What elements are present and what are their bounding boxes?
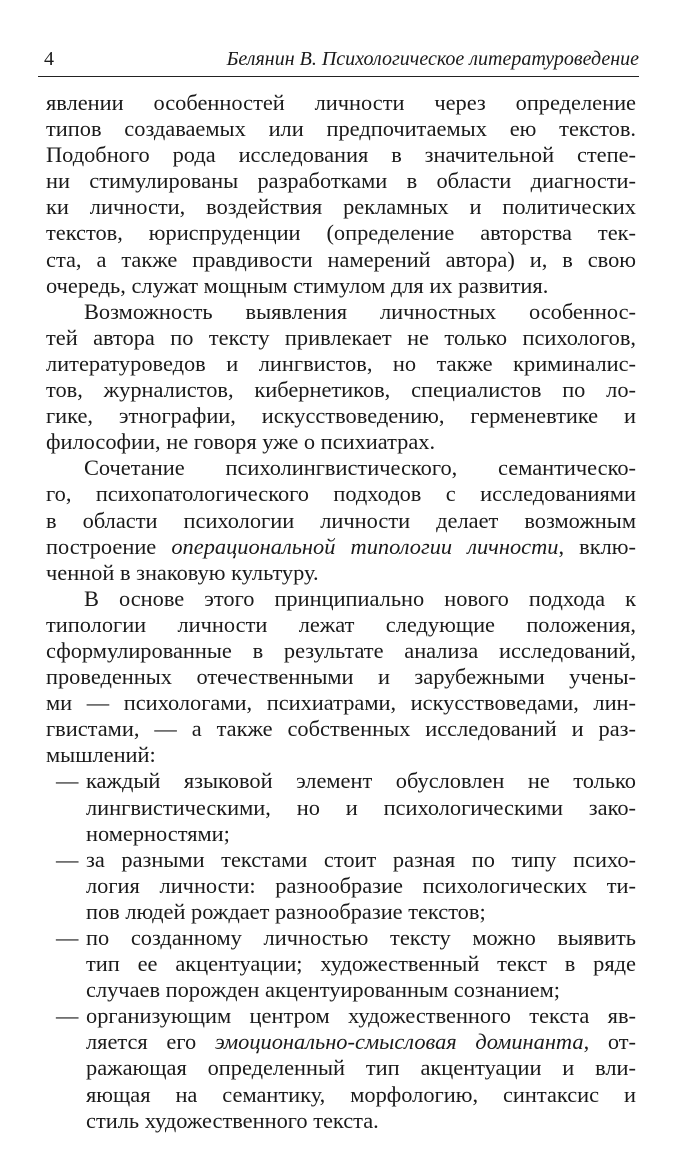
text-line: ченной в знаковую культуру.	[46, 559, 319, 585]
text-line: организующим центром художественного текста яв-	[86, 1003, 636, 1029]
paragraph-4	[46, 586, 636, 769]
list-item	[46, 768, 636, 846]
running-header	[38, 44, 639, 77]
text-line: случаев порожден акцентуированным сознанием;	[86, 977, 560, 1003]
text-line: логия личности: разнообразие психологических ти-	[86, 872, 636, 898]
list-item	[46, 847, 636, 925]
text-line: в области психологии личности делает возможным	[46, 507, 636, 533]
text-line: гвистами, — а также собственных исследований и раз-	[46, 716, 636, 742]
text-line: лингвистическими, но и психологическими зако-	[86, 794, 636, 820]
text-line: каждый языковой элемент обусловлен не только	[86, 768, 636, 794]
text-line: философии, не говоря уже о психиатрах.	[46, 429, 436, 455]
text-line: го, психопатологического подходов с исследованиями	[46, 481, 636, 507]
page-number: 4	[44, 48, 54, 70]
text-line: пов людей рождает разнообразие текстов;	[86, 898, 486, 924]
text-line: мышлений:	[46, 742, 156, 768]
text-line	[46, 534, 636, 560]
text-line: проведенных отечественными и зарубежными учены-	[46, 664, 636, 690]
text-fragment: ляется его	[86, 1029, 215, 1055]
text-line: Возможность выявления личностных особеннос-	[84, 298, 636, 324]
text-line: тип ее акцентуации; художественный текст в ряде	[86, 951, 636, 977]
list-item	[46, 1003, 636, 1133]
text-line: Сочетание психолингвистического, семантическо-	[84, 455, 636, 481]
text-line: гике, этнографии, искусствоведению, герменевтике и	[46, 403, 636, 429]
running-title: Белянин В. Психологическое литературоведение	[226, 48, 639, 70]
paragraph-2	[46, 299, 636, 456]
paragraph-1	[46, 90, 636, 299]
body-text	[46, 90, 636, 1134]
text-line: литературоведов и лингвистов, но также криминалис-	[46, 350, 636, 376]
text-line: тей автора по тексту привлекает не только психологов,	[46, 324, 636, 350]
list-dash: —	[56, 925, 79, 950]
text-fragment: построение	[46, 533, 172, 559]
list-dash: —	[56, 768, 79, 794]
paragraph-3	[46, 455, 636, 585]
text-line: Подобного рода исследования в значительной степе-	[46, 142, 636, 168]
text-fragment: , от-	[583, 1029, 637, 1055]
text-line: ста, а также правдивости намерений автора) и, в свою	[46, 246, 636, 272]
emphasized-term: эмоционально-смысловая доминанта	[214, 1029, 584, 1055]
text-line: ми — психологами, психиатрами, искусствоведами, лин-	[46, 690, 636, 716]
text-line: за разными текстами стоит разная по типу психо-	[86, 846, 636, 872]
text-line: номерностями;	[86, 820, 230, 846]
text-line: яющая на семантику, морфологию, синтаксис и	[86, 1081, 636, 1107]
text-line: стиль художественного текста.	[86, 1107, 379, 1133]
text-line: типов создаваемых или предпочитаемых ею текстов.	[46, 116, 636, 142]
list-dash: —	[56, 1003, 79, 1029]
text-line: очередь, служат мощным стимулом для их развития.	[46, 272, 549, 298]
text-line: текстов, юриспруденции (определение авторства тек-	[46, 220, 636, 246]
text-line: типологии личности лежат следующие положения,	[46, 611, 636, 637]
text-line: В основе этого принципиально нового подхода к	[84, 585, 636, 611]
list-item	[46, 925, 636, 1003]
emphasized-term: операциональной типологии личности	[171, 533, 559, 559]
text-line: ки личности, воздействия рекламных и политических	[46, 194, 636, 220]
text-line: тов, журналистов, кибернетиков, специалистов по ло-	[46, 377, 636, 403]
text-line: ражающая определенный тип акцентуации и вли-	[86, 1055, 636, 1081]
text-line: явлении особенностей личности через определение	[46, 90, 636, 115]
text-line	[86, 1029, 636, 1055]
list-dash: —	[56, 846, 79, 872]
text-line: сформулированные в результате анализа исследований,	[46, 637, 636, 663]
text-line: ни стимулированы разработками в области диагности-	[46, 168, 636, 194]
text-line: по созданному личностью тексту можно выявить	[86, 925, 636, 950]
text-fragment: , вклю-	[558, 533, 636, 559]
